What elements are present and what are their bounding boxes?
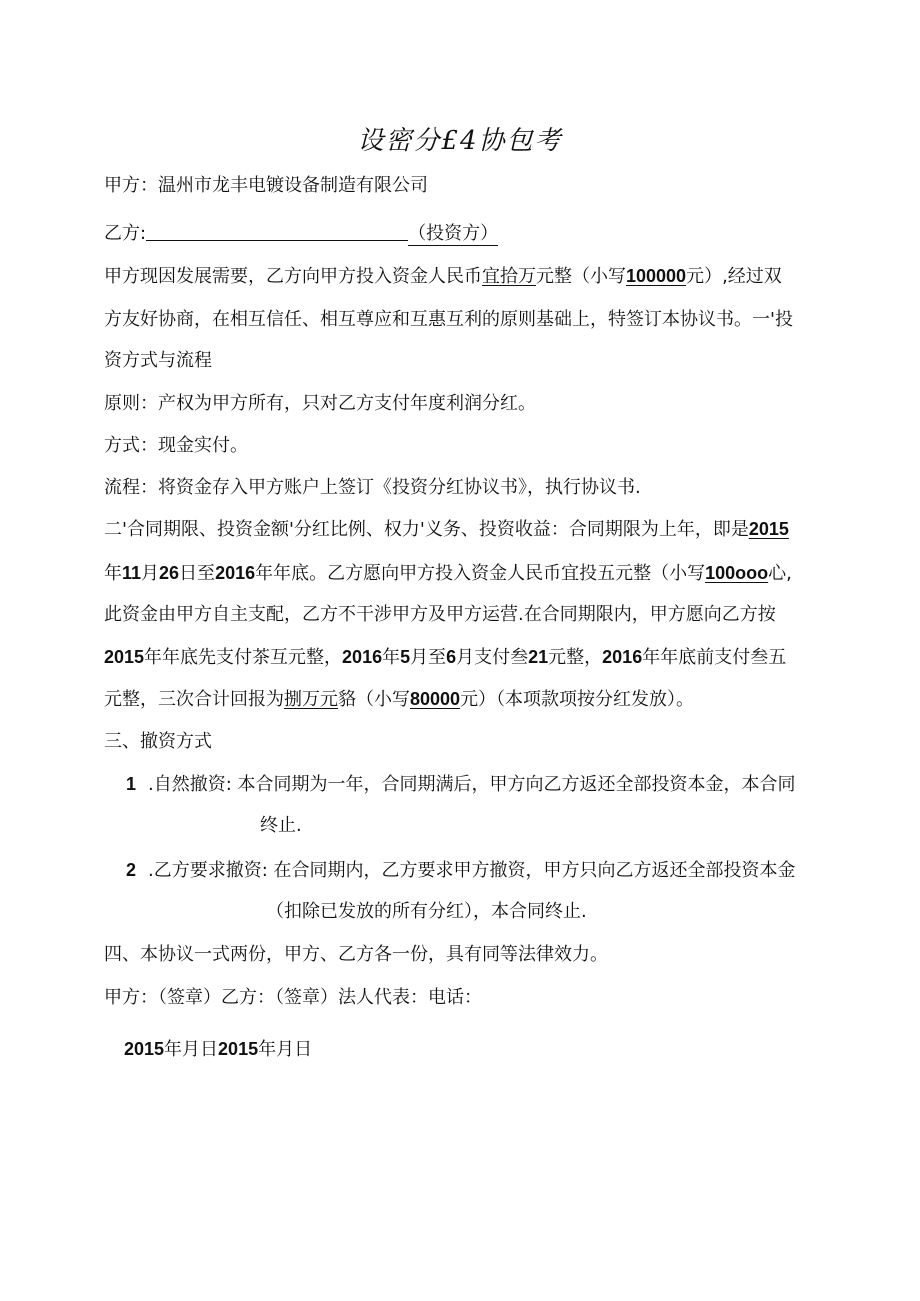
number: 2016 (215, 563, 256, 583)
text: 年月日 (258, 1039, 313, 1060)
text: 元整， (548, 647, 603, 668)
principle-line: 原则：产权为甲方所有，只对乙方支付年度利润分红。 (104, 393, 536, 414)
number: 5 (400, 647, 411, 667)
amount-number: 100000 (626, 266, 687, 286)
item-number: 2 (126, 860, 137, 880)
number: 2016 (602, 647, 643, 667)
signature-line: 甲方：（签章）乙方：（签章）法人代表：电话： (104, 987, 482, 1008)
number: 100ooo (705, 563, 769, 583)
text: 心, (768, 563, 792, 584)
text: 年年底先支付茶互元整， (144, 647, 343, 668)
withdraw-item-1-cont: 终止. (260, 815, 302, 836)
number: 21 (528, 647, 549, 667)
text: 月至 (410, 647, 447, 668)
text: 月支付叁 (456, 647, 529, 668)
party-b-suffix: （投资方） (408, 223, 499, 244)
number: 2015 (218, 1039, 259, 1059)
withdraw-item-2 (126, 859, 796, 882)
withdraw-item-2-cont: （扣除已发放的所有分红），本合同终止. (266, 901, 587, 922)
party-b-blank (146, 222, 408, 241)
text: 年年底前支付叁五 (642, 647, 787, 668)
item-text: .乙方要求撤资: 在合同期内，乙方要求甲方撤资，甲方只向乙方返还全部投资本金 (148, 860, 796, 881)
section-3-heading: 三、撤资方式 (104, 731, 212, 752)
party-a-line: 甲方：温州市龙丰电镀设备制造有限公司 (104, 175, 428, 196)
document-title: 设密分£4协包考 (357, 126, 563, 156)
amount-number: 80000 (410, 689, 461, 709)
section-2-line-2 (104, 562, 792, 585)
text: 元）（本项款项按分红发放）。 (460, 689, 695, 710)
number: 11 (122, 563, 142, 583)
item-text: .自然撤资: 本合同期为一年，合同期满后，甲方向乙方返还全部投资本金，本合同 (148, 774, 796, 795)
intro-line-2: 方友好协商，在相互信任、相互尊应和互惠互利的原则基础上，特签订本协议书。一'投 (104, 309, 793, 330)
section-2-line-4 (104, 646, 786, 669)
year-number: 2015 (748, 519, 789, 539)
number: 2015 (104, 647, 145, 667)
section-4-line: 四、本协议一式两份，甲方、乙方各一份，具有同等法律效力。 (104, 944, 608, 965)
intro-line-3: 资方式与流程 (104, 350, 212, 371)
party-b-label: 乙方: (104, 223, 147, 244)
text: 年月日 (164, 1039, 219, 1060)
text: 年年底。乙方愿向甲方投入资金人民币宜投五元整（小写 (255, 563, 706, 584)
intro-text: 元）,经过双 (686, 266, 782, 287)
intro-text: 元整（小写 (536, 266, 626, 287)
number: 6 (446, 647, 457, 667)
text: 年 (104, 563, 122, 584)
section-2-text: 二'合同期限、投资金额'分红比例、权力'义务、投资收益：合同期限为上年，即是 (104, 519, 749, 540)
intro-text: 甲方现因发展需要，乙方向甲方投入资金人民币 (104, 266, 482, 287)
text: 元整，三次合计回报为 (104, 689, 284, 710)
flow-line: 流程：将资金存入甲方账户上签订《投资分红协议书》，执行协议书. (104, 477, 641, 498)
date-line (124, 1038, 312, 1061)
section-2-line-1 (104, 518, 789, 541)
text: 貉（小写 (338, 689, 410, 710)
amount-chinese: 宜拾万 (482, 266, 536, 287)
section-2-line-5 (104, 688, 694, 711)
section-2-line-3: 此资金由甲方自主支配，乙方不干涉甲方及甲方运营.在合同期限内，甲方愿向乙方按 (104, 604, 776, 625)
text: 月 (141, 563, 160, 584)
method-line: 方式：现金实付。 (104, 435, 248, 456)
withdraw-item-1 (126, 773, 796, 796)
number: 2015 (124, 1039, 165, 1059)
number: 2016 (342, 647, 383, 667)
party-b-line (104, 222, 498, 245)
item-number: 1 (126, 774, 137, 794)
amount-chinese: 捌万元 (284, 689, 338, 710)
intro-line-1 (104, 265, 782, 288)
text: 日至 (179, 563, 216, 584)
text: 年 (382, 647, 401, 668)
number: 26 (159, 563, 180, 583)
